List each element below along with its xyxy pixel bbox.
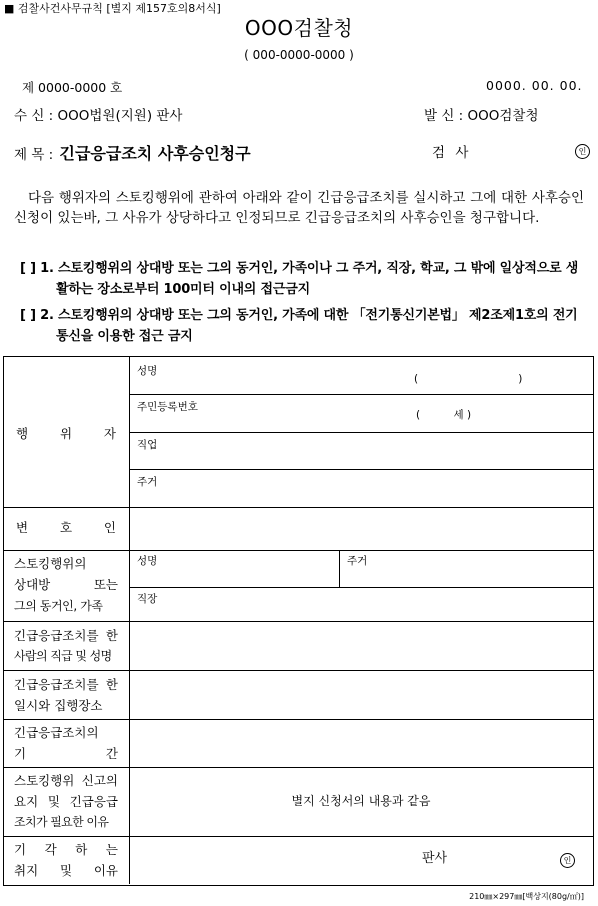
request-table [3,356,594,886]
office-name: OOO검찰청 [244,16,354,40]
victim-label-line3: 그의 동거인, 가족 [14,599,103,613]
reason-value: 별지 신청서의 내용과 같음 [291,794,431,808]
document-number: 제 0000-0000 호 [22,80,123,95]
prosecutor-label: 검 사 [432,145,472,161]
victim-address-label: 주거 [347,555,368,567]
perpetrator-name-label: 성명 [137,365,158,377]
recipient-line [14,104,182,124]
period-label-line2: 기 간 [14,746,118,761]
paper-spec: 210㎜×297㎜[백상지(80g/㎡)] [469,892,584,901]
victim-name-label: 성명 [137,555,158,567]
lawyer-label: 변 호 인 [16,520,116,535]
checkbox[interactable]: [ ] [20,308,36,323]
perpetrator-address-label: 주거 [137,476,158,488]
subject: 긴급응급조치 사후승인청구 [59,144,251,163]
perpetrator-job-label: 직업 [137,439,158,451]
recipient: OOO법원(지원) 판사 [57,108,183,124]
body-paragraph: 다음 행위자의 스토킹행위에 관하여 아래와 같이 긴급응급조치를 실시하고 그에 대한 사후승인신청이 있는바, 그 사유가 상당하다고 인정되므로 긴급응급조치의 사후승인을 청구합니다. [14,190,584,226]
item-text: 1. 스토킹행위의 상대방 또는 그의 동거인, 가족이나 그 주거, 직장, 학교, 그 밖에 일상적으로 생활하는 장소로부터 100미터 이내의 접근금지 [40,261,579,297]
datetime-label-line2: 일시와 집행장소 [14,698,103,713]
checkbox[interactable]: [ ] [20,261,36,276]
list-item [20,258,586,300]
subject-label: 제 목 : [14,147,54,163]
perpetrator-age-field[interactable]: ( 세 ) [416,409,472,421]
document-date: 0000. 00. 00. [486,78,583,93]
victim-label-line2: 상대방 또는 [14,577,118,592]
reason-label-line3: 조치가 필요한 이유 [14,815,109,829]
recipient-label: 수 신 : [14,108,54,124]
list-item [20,305,586,347]
judge-label: 판사 [422,851,448,866]
executor-label-line2: 사람의 직급 및 성명 [14,649,112,663]
perpetrator-name-field[interactable]: ( ) [414,373,523,385]
subject-line [14,141,251,164]
office-phone: ( 000-0000-0000 ) [244,48,354,62]
reason-label-line1: 스토킹행위 신고의 [14,773,118,788]
item-text: 2. 스토킹행위의 상대방 또는 그의 동거인, 가족에 대한 「전기통신기본법」 제2조제1호의 전기통신을 이용한 접근 금지 [40,308,578,344]
victim-label-line1: 스토킹행위의 [14,556,87,571]
dismissal-label-line1: 기 각 하 는 [14,842,118,857]
victim-work-label: 직장 [137,593,158,605]
reason-label-line2: 요지 및 긴급응급 [14,794,118,809]
perpetrator-rrn-label: 주민등록번호 [137,401,198,413]
judge-seal-icon: 인 [560,853,575,868]
executor-label-line1: 긴급응급조치를 한 [14,628,118,643]
dismissal-label-line2: 취지 및 이유 [14,863,118,878]
perpetrator-label: 행 위 자 [16,426,116,441]
prosecutor-seal-icon: 인 [575,144,590,159]
datetime-label-line1: 긴급응급조치를 한 [14,677,118,692]
sender-line [424,104,539,124]
sender-label: 발 신 : [424,108,464,124]
period-label-line1: 긴급응급조치의 [14,725,99,740]
sender: OOO검찰청 [467,108,539,124]
form-reference: ■ 검찰사건사무규칙 [별지 제157호의8서식] [4,2,221,15]
